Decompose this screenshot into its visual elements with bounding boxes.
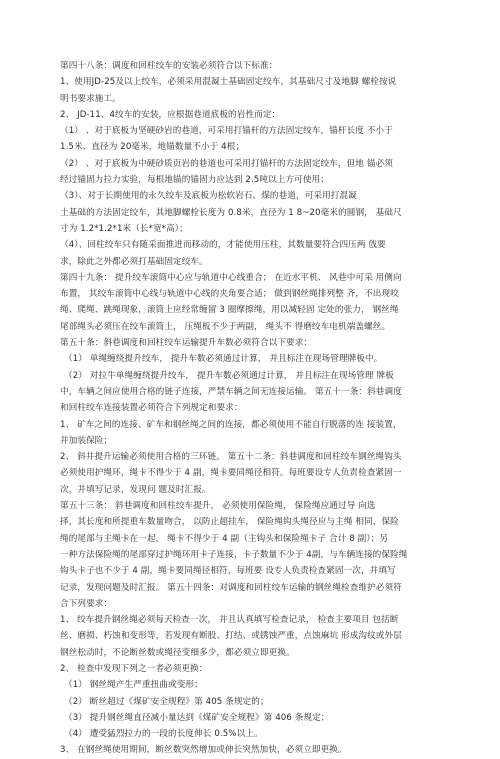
text-line: 2、 JD-11、4绞车的安装，应根据巷道底板的岩性而定： (60, 109, 281, 120)
text-line: 丝、磨损、朽蚀和变形等，若发现有断股、打结、或锈蚀严重，点蚀麻坑 形成沟纹或外层 (60, 631, 402, 642)
text-line: （2） 断丝超过《煤矿安全规程》第 405 条规定的； (64, 696, 269, 707)
text-line: 2、 检查中发现下列之一者必须更换： (60, 663, 208, 674)
text-line: （2） 对拉牛单绳缠绕提升绞车， 提升车数必须通过计算， 并且标注在现场管理 牌板 (64, 370, 394, 381)
text-line: 1、 绞车提升钢丝绳必须每天检查一次， 并且认真填写检查记录， 检查主要项目 包括断 (60, 615, 399, 626)
document-body (0, 58, 500, 759)
text-line: （2） 、对于底板为中硬砂质页岩的巷道也可采用打锚杆的方法固定绞车，但地 锚必须 (60, 158, 393, 169)
text-line: 必须使用护绳环，绳卡不得少于 4 副，绳卡要同绳径相符。每班要设专人负责检查紧固一 (60, 468, 402, 479)
text-line: 并加装保险； (60, 435, 113, 446)
text-line: 绳的尾部与主绳卡在一起， 绳卡不得少于 4 副（主钩头和保险绳卡子 合计 8 副）；另 (60, 533, 389, 544)
text-line: 第五十条：斜巷调度和回柱绞车运输提升车数必须符合以下要求： (60, 338, 313, 349)
text-line: 1、使用JD-25及以上绞车，必须采用混凝土基础固定绞车，其基础尺寸及地脚 螺栓按说 (60, 77, 397, 88)
text-line: 中，车辆之间应使用合格的链子连接，严禁车辆之间无连接运输。 第五十一条：斜巷调度 (60, 386, 402, 397)
text-line: 一种方法保险绳的尾部穿过护绳环用卡子连接，卡子数量不少于 4副，与车辆连接的保险绳 (60, 549, 408, 560)
text-line: 3、 在钢丝绳使用期间，断丝数突然增加或伸长突然加快，必须立即更换。 (60, 745, 347, 756)
text-line: （4） 遭受猛烈拉力的一段的长度伸长 0.5%以上。 (64, 729, 263, 740)
text-line: 第五十三条： 斜巷调度和回柱绞车提升， 必须使用保险绳， 保险绳应通过导 向选 (60, 501, 376, 512)
text-line: 择，其长度和所提重车数量吻合， 以防止超挂车， 保险绳钩头绳径应与主绳 相同，保险 (60, 517, 399, 528)
text-line: 求，除此之外都必须打基础固定绞车。 (60, 256, 208, 267)
text-line: 合下列要求： (60, 598, 113, 609)
text-line: 明书要求施工。 (60, 93, 121, 104)
text-line: 和回柱绞车连接装置必须符合下列规定和要求： (60, 403, 243, 414)
text-line: 钩头卡子也不少于 4 副，绳卡要同绳径相符，每班要 设专人负责检查紧固一次，并填写 (60, 566, 396, 577)
text-line: 记录，发现问题及时汇报。 第五十四条：对调度和回柱绞车运输的钢丝绳检查维护必须符 (60, 582, 402, 593)
text-line: 次，并填写记录，发现问 题及时汇报。 (60, 484, 211, 495)
text-line: （4）、回柱绞车只有随采面推进而移动的，才能使用压柱，其数量要符合四压两 戗要 (60, 240, 386, 251)
text-line: 布置， 其绞车滚筒中心线与轨道中心线的夹角要合适； 做到钢丝绳排列整 齐，不出现咬 (60, 289, 399, 300)
text-line: 第四十八条：调度和回柱绞车的安装必须符合以下标准： (60, 61, 278, 71)
text-line: 尾部绳头必须压在绞车滚筒上， 压绳板不少于两副， 绳头不 得磨绞车电机端盖螺丝。 (60, 321, 391, 332)
text-line: 1、 矿车之间的连接、矿车和钢丝绳之间的连接，都必须使用不能自行脱落的连 接装置， (60, 419, 402, 430)
text-line: 经过锚固力拉力实验，每根地锚的锚固力应达到 2.5吨以上方可使用； (60, 175, 329, 186)
text-line: 寸为 1.2*1.2*1米（长*宽*高）； (60, 223, 188, 234)
text-line: 2、 斜井提升运输必须使用合格的三环链。 第五十二条：斜巷调度和回柱绞车钢丝绳钩头 (60, 452, 402, 463)
text-line: 绳、爬绳、跳绳现象，滚筒上应经常缠留 3 圈摩擦绳，用以减轻固 定处的张力， 钢丝绳 (60, 305, 399, 316)
text-line: （1） 钢丝绳产生严重扭曲或变形； (64, 680, 203, 691)
text-line: （3）、对于长期使用的永久绞车及底板为松软岩石、煤的巷道，可采用打混凝 (60, 191, 357, 202)
text-line: 钢丝松动时，不论断丝数或绳径变细多少，都必须立即更换。 (60, 647, 295, 658)
text-line: 土基础的方法固定绞车，其地脚螺栓长度为 0.8米，直径为 1 8~20毫米的圆钢， 基础尺 (60, 207, 402, 218)
text-line: 第四十九条： 提升绞车滚筒中心应与轨道中心线重合； 在近水平机、 风巷中可采 用侧向 (60, 272, 402, 283)
text-line: （1） 单绳缠绕提升绞车， 提升车数必须通过计算， 并且标注在现场管理牌板中。 (64, 354, 383, 365)
text-line: （1） 、对于底板为坚硬砂岩的巷道，可采用打锚杆的方法固定绞车，锚杆长度 不小于 (60, 126, 393, 137)
text-line: （3） 提升钢丝绳直径减小量达到《煤矿安全规程》第 406 条规定； (64, 712, 330, 723)
text-line: 1.5米、直径为 20毫米，地锚数量不小于 4根； (60, 142, 245, 153)
